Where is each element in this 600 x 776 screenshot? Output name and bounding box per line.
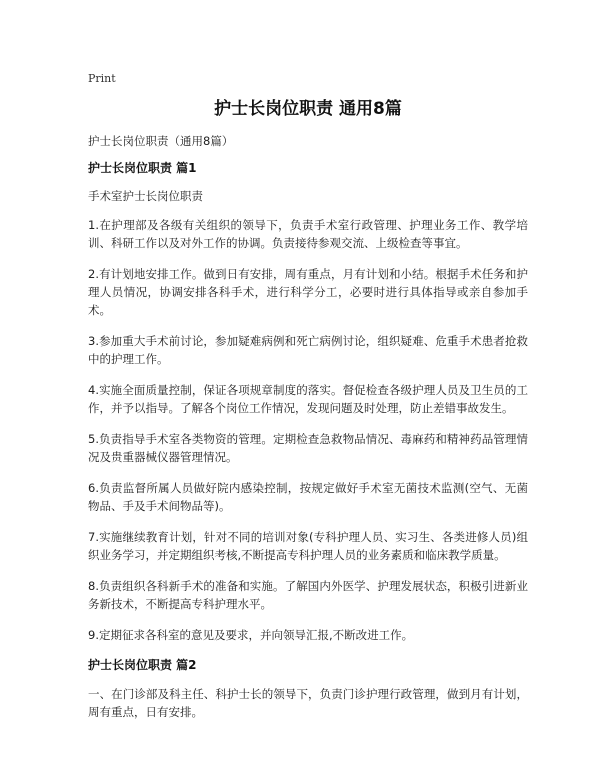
paragraph: 一、在门诊部及科主任、科护士长的领导下，负责门诊护理行政管理，做到月有计划，周有重点，日有安排。	[88, 687, 528, 719]
section-heading-1: 护士长岗位职责 篇1	[88, 161, 197, 175]
paragraph: 5.负责指导手术室各类物资的管理。定期检查急救物品情况、毒麻药和精神药品管理情况及贵重器械仪器管理情况。	[88, 432, 528, 464]
paragraph: 2.有计划地安排工作。做到日有安排，周有重点，月有计划和小结。根据手术任务和护理人员情况，协调安排各科手术，进行科学分工，必要时进行具体指导或亲自参加手术。	[88, 267, 528, 317]
page-title: 护士长岗位职责 通用8篇	[214, 99, 402, 119]
paragraph: 8.负责组织各科新手术的准备和实施。了解国内外医学、护理发展状态，积极引进新业务新技术，不断提高专科护理水平。	[88, 579, 528, 611]
document-subtitle: 护士长岗位职责（通用8篇）	[88, 134, 234, 148]
print-label: Print	[88, 72, 116, 85]
paragraph: 7.实施继续教育计划，针对不同的培训对象(专科护理人员、实习生、各类进修人员)组织业务学习，并定期组织考核,不断提高专科护理人员的业务素质和临床教学质量。	[88, 530, 528, 562]
paragraph: 1.在护理部及各级有关组织的领导下，负责手术室行政管理、护理业务工作、教学培训、科研工作以及对外工作的协调。负责接待参观交流、上级检查等事宜。	[88, 218, 528, 250]
paragraph: 6.负责监督所属人员做好院内感染控制，按规定做好手术室无菌技术监测(空气、无菌物品、手及手术间物品等)。	[88, 481, 528, 513]
paragraph: 9.定期征求各科室的意见及要求，并向领导汇报,不断改进工作。	[88, 628, 414, 642]
document-body	[88, 160, 528, 734]
section-subtitle-1: 手术室护士长岗位职责	[88, 189, 203, 203]
paragraph: 3.参加重大手术前讨论，参加疑难病例和死亡病例讨论，组织疑难、危重手术患者抢救中的护理工作。	[88, 334, 528, 366]
paragraph: 4.实施全面质量控制，保证各项规章制度的落实。督促检查各级护理人员及卫生员的工作，并予以指导。了解各个岗位工作情况，发现问题及时处理，防止差错事故发生。	[88, 383, 528, 415]
section-heading-2: 护士长岗位职责 篇2	[88, 658, 197, 672]
